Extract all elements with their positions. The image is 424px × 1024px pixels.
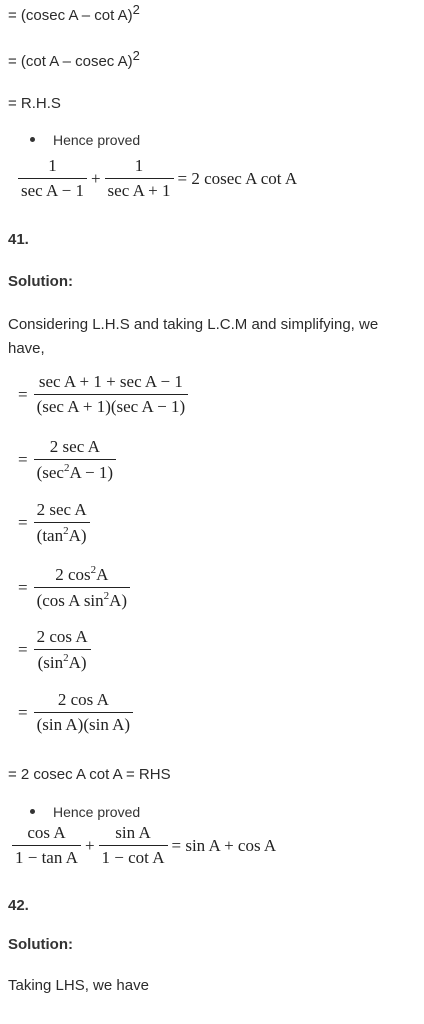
question-41-number: 41.	[8, 231, 29, 248]
bullet-hence-proved-2: Hence proved	[30, 802, 140, 822]
step-41-6: = $\frac{\text{2 cos A}}{\text{(sin A)(sin A)}}$	[18, 690, 133, 735]
step-41-1: = $\frac{\text{sec A + 1 + sec A − 1}}{\text{(sec A + 1)(sec A − 1)}}$	[18, 372, 188, 417]
step-41-5: = $\frac{\text{2 cos A}}{(\sin^2A)}$	[18, 627, 91, 673]
step-41-2: = $\frac{\text{2 sec A}}{(\sec^2A - 1)}$	[18, 437, 116, 483]
solution-41-heading: Solution:	[8, 273, 73, 290]
solution-42-intro: Taking LHS, we have	[8, 977, 149, 994]
question-40-equation: $\frac{1}{\text{sec A − 1}}$ + $\frac{1}{\text{sec A + 1}}$ = 2 cosec A cot A	[18, 156, 301, 201]
solution-41-intro: Considering L.H.S and taking L.C.M and simplifying, we have,	[8, 316, 379, 357]
question-42-number: 42.	[8, 897, 29, 914]
step-41-3: = $\frac{\text{2 sec A}}{(\tan^2A)}$	[18, 500, 90, 546]
solution-42-heading: Solution:	[8, 936, 73, 953]
solution-41-conclusion: = 2 cosec A cot A = RHS	[8, 766, 171, 783]
step-line-1: = (cosec A – cot A)$^2$	[8, 2, 140, 24]
question-42-equation: $\frac{\text{cos A}}{\text{1 − tan A}}$ + $\frac{\text{sin A}}{\text{1 − cot A}}$ = sin A + cos A	[12, 823, 280, 868]
bullet-hence-proved-1: Hence proved	[30, 130, 140, 150]
step-line-rhs: = R.H.S	[8, 95, 61, 112]
step-line-2: = (cot A – cosec A)$^2$	[8, 48, 140, 70]
step-41-4: = $\frac{2 \cos^2A}{(\cos A \sin^2A)}$	[18, 564, 130, 611]
